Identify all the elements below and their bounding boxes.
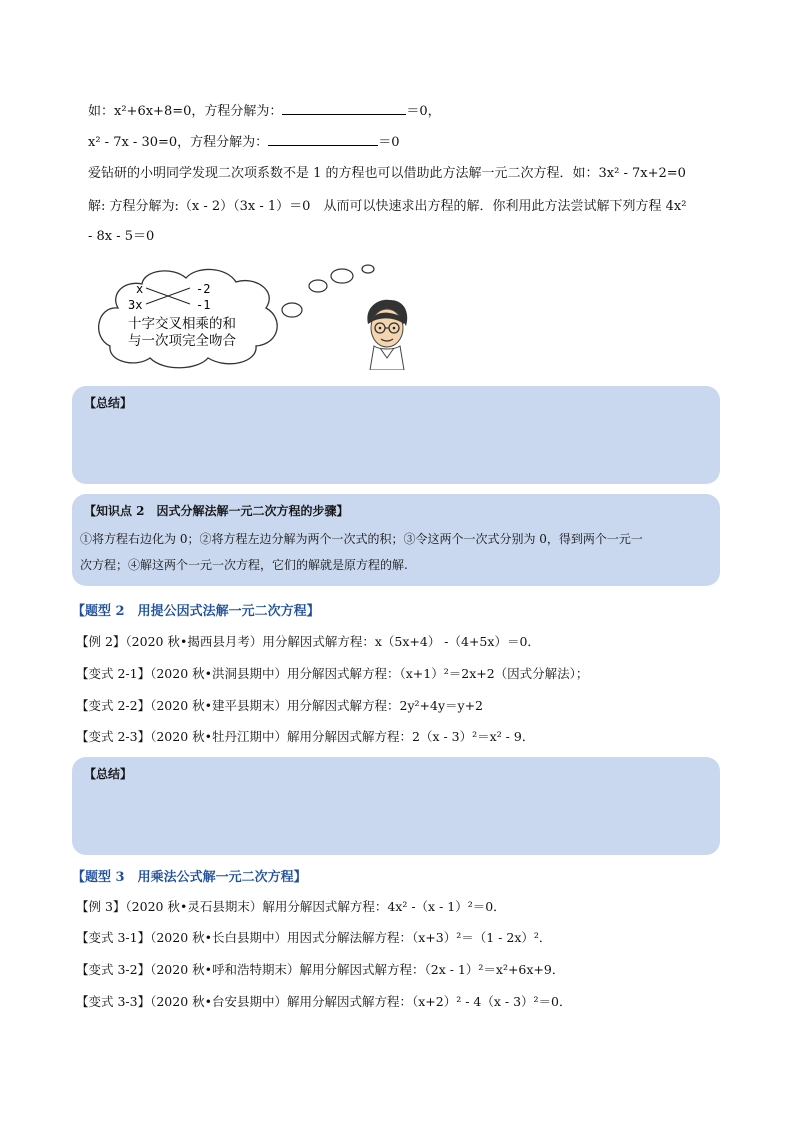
example-item: 【变式 2-3】（2020 秋•牡丹江期中）解用分解因式解方程：2（x - 3）²＝x² - 9．	[76, 729, 535, 744]
example-item: 【变式 3-1】（2020 秋•长白县期中）用因式分解法解方程：（x+3）²＝（1 - 2x）²．	[76, 930, 552, 945]
summary-box	[72, 386, 720, 484]
knowledge-point-box	[72, 494, 720, 586]
thought-cloud-illustration	[88, 258, 408, 373]
cross-right-bottom: -1	[196, 298, 211, 312]
example-item: 【变式 2-2】（2020 秋•建平县期末）用分解因式解方程：2y²+4y＝y+2	[76, 698, 484, 713]
thought-bubble	[282, 303, 302, 317]
example-item: 【变式 3-2】（2020 秋•呼和浩特期末）解用分解因式解方程：（2x - 1）²＝x²+6x+9．	[76, 962, 565, 977]
intro-line-4: 解: 方程分解为:（x - 2）（3x - 1）＝0 从而可以快速求出方程的解．你利用此方法尝试解下列方程 4x²	[88, 199, 687, 214]
cross-left-top: x	[136, 282, 144, 296]
summary-header: 【总结】	[84, 396, 133, 410]
knowledge-header: 【知识点 2 因式分解法解一元二次方程的步骤】	[84, 504, 349, 518]
cross-left-bottom: 3x	[128, 298, 143, 312]
student-avatar	[362, 296, 412, 370]
cloud-caption-line2: 与一次项完全吻合	[128, 333, 236, 349]
intro-line-3: 爱钻研的小明同学发现二次项系数不是 1 的方程也可以借助此方法解一元二次方程．如：3x² - 7x+2=0	[88, 166, 686, 181]
example-item: 【变式 3-3】（2020 秋•台安县期中）解用分解因式解方程：（x+2）² - 4（x - 3）²＝0．	[76, 994, 572, 1009]
section-heading-type2: 【题型 2 用提公因式法解一元二次方程】	[72, 604, 320, 619]
section-heading-type3: 【题型 3 用乘法公式解一元二次方程】	[72, 870, 307, 885]
thought-bubble	[331, 269, 353, 283]
summary-box	[72, 757, 720, 855]
cloud-caption-line1: 十字交叉相乘的和	[128, 316, 236, 332]
answer-blank[interactable]	[282, 103, 406, 115]
intro-line-5: - 8x - 5＝0	[88, 229, 155, 244]
answer-blank[interactable]	[268, 134, 378, 146]
knowledge-line-1: ①将方程右边化为 0；②将方程左边分解为两个一次式的积；③令这两个一次式分别为 0，得到两个一元一	[80, 532, 643, 546]
example-item: 【变式 2-1】（2020 秋•洪洞县期中）用分解因式解方程：（x+1）²＝2x+2（因式分解法）；	[76, 666, 589, 681]
intro-line-2: x² - 7x - 30=0，方程分解为： ＝0	[88, 135, 400, 150]
cross-right-top: -2	[196, 282, 211, 296]
example-item: 【例 3】（2020 秋•灵石县期末）解用分解因式解方程：4x² -（x - 1）²＝0．	[76, 899, 506, 914]
thought-bubble	[309, 280, 327, 292]
example-item: 【例 2】（2020 秋•揭西县月考）用分解因式解方程：x（5x+4） -（4+5x）＝0．	[76, 634, 540, 649]
summary-header: 【总结】	[84, 767, 133, 781]
intro-line-1: 如：x²+6x+8=0，方程分解为： ＝0，	[88, 104, 441, 119]
knowledge-line-2: 次方程；④解这两个一元一次方程，它们的解就是原方程的解.	[80, 558, 408, 572]
thought-bubble	[362, 265, 374, 273]
